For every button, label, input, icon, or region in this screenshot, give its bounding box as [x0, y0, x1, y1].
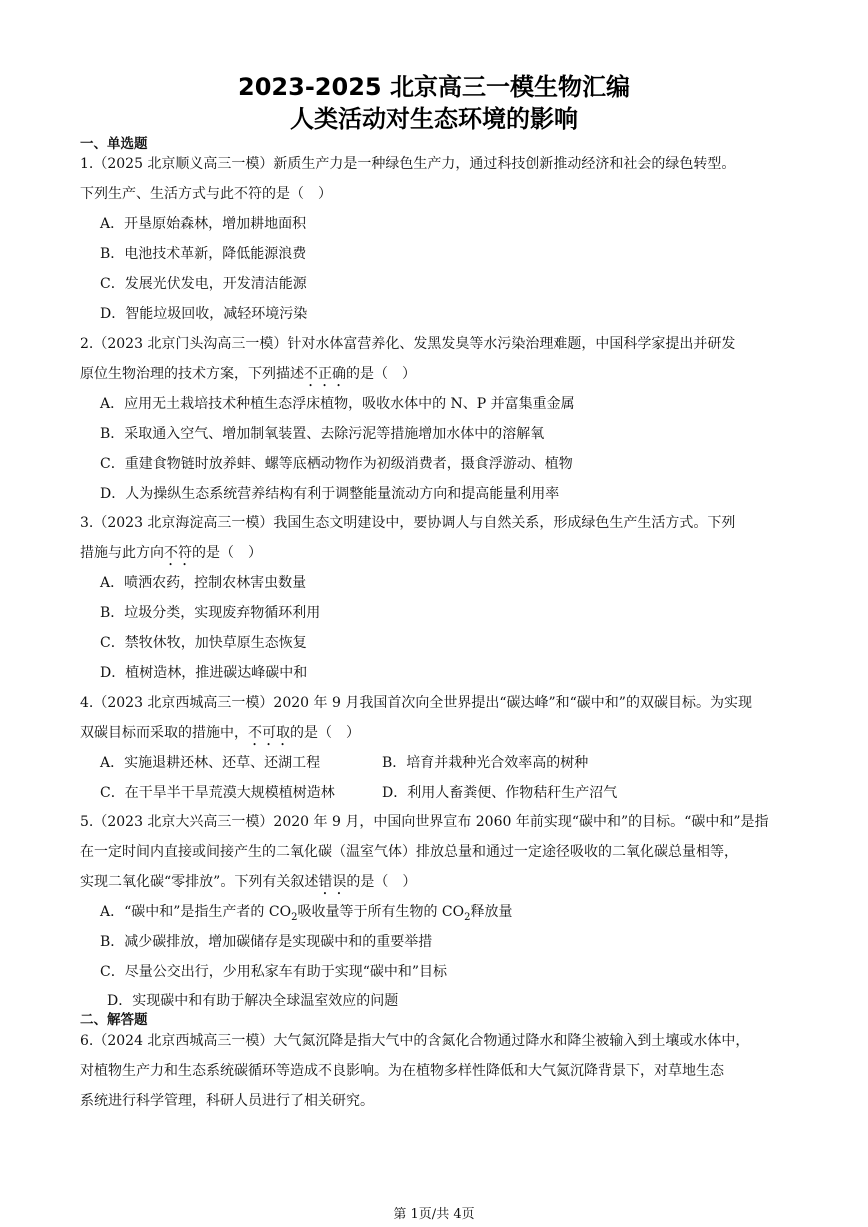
question-5-option-a-part3: 释放量 — [470, 904, 513, 920]
question-6-stem-line3: 系统进行科学管理，科研人员进行了相关研究。 — [80, 1093, 374, 1109]
question-3-stem-post: 的是（ ） — [192, 545, 262, 561]
question-1-option-c: C．发展光伏发电，开发清洁能源 — [100, 276, 307, 292]
question-2-option-d: D．人为操纵生态系统营养结构有利于调整能量流动方向和提高能量利用率 — [100, 486, 560, 502]
question-4-emphasis: 不可取 — [248, 725, 290, 741]
question-3-stem-line2 — [80, 544, 262, 569]
question-4-stem-line2 — [80, 724, 360, 749]
co2-subscript: 2 — [291, 911, 298, 923]
question-2-stem-line1: 2.（2023 北京门头沟高三一模）针对水体富营养化、发黑发臭等水污染治理难题，中国科学家提出并研发 — [80, 336, 736, 352]
co2-subscript: 2 — [464, 911, 471, 923]
question-3-option-c: C．禁牧休牧，加快草原生态恢复 — [100, 635, 307, 651]
question-5-option-a-part1: A．“碳中和”是指生产者的 CO — [100, 904, 292, 920]
question-3-emphasis: 不符 — [164, 545, 192, 561]
question-5-stem-line2: 在一定时间内直接或间接产生的二氧化碳（温室气体）排放总量和通过一定途径吸收的二氧化碳总量相等， — [80, 844, 738, 860]
page-title-line1: 2023-2025 北京高三一模生物汇编 — [238, 73, 630, 101]
question-1-stem-line2: 下列生产、生活方式与此不符的是（ ） — [80, 186, 332, 202]
question-2-stem-pre: 原位生物治理的技术方案，下列描述 — [80, 366, 304, 382]
question-2-stem-post: 的是（ ） — [346, 366, 416, 382]
question-5-stem-line1: 5.（2023 北京大兴高三一模）2020 年 9 月，中国向世界宣布 2060 年前实现“碳中和”的目标。“碳中和”是指 — [80, 814, 769, 830]
question-3-option-b: B．垃圾分类，实现废弃物循环利用 — [100, 605, 321, 621]
question-4-option-a: A．实施退耕还林、还草、还湖工程 — [100, 755, 321, 771]
question-2-option-b: B．采取通入空气、增加制氧装置、去除污泥等措施增加水体中的溶解氧 — [100, 426, 545, 442]
question-5-option-c: C．尽量公交出行，少用私家车有助于实现“碳中和”目标 — [100, 964, 448, 980]
question-4-option-c: C．在干旱半干旱荒漠大规模植树造林 — [100, 785, 335, 801]
question-5-option-a-part2: 吸收量等于所有生物的 CO — [297, 904, 465, 920]
question-5-option-a — [100, 903, 512, 921]
section-heading-answer: 二、解答题 — [80, 1012, 148, 1028]
page-title-line2: 人类活动对生态环境的影响 — [290, 105, 578, 133]
question-6-stem-line1: 6.（2024 北京西城高三一模）大气氮沉降是指大气中的含氮化合物通过降水和降尘被输入到土壤或水体中， — [80, 1033, 750, 1049]
question-4-option-d: D．利用人畜粪便、作物秸秆生产沼气 — [382, 785, 618, 801]
question-1-option-d: D．智能垃圾回收，减轻环境污染 — [100, 306, 308, 322]
question-3-option-d: D．植树造林，推进碳达峰碳中和 — [100, 665, 308, 681]
question-5-emphasis: 错误 — [318, 874, 347, 890]
question-5-option-d: D．实现碳中和有助于解决全球温室效应的问题 — [107, 993, 399, 1009]
section-heading-single-choice: 一、单选题 — [80, 136, 148, 152]
page-number: 第 1页/共 4页 — [393, 1207, 475, 1222]
question-6-stem-line2: 对植物生产力和生态系统碳循环等造成不良影响。为在植物多样性降低和大气氮沉降背景下，对草地生态 — [80, 1063, 724, 1079]
question-1-option-a: A．开垦原始森林，增加耕地面积 — [100, 216, 307, 232]
question-1-option-b: B．电池技术革新，降低能源浪费 — [100, 246, 307, 262]
question-5-option-b: B．减少碳排放，增加碳储存是实现碳中和的重要举措 — [100, 934, 433, 950]
question-3-stem-pre: 措施与此方向 — [80, 545, 164, 561]
question-2-emphasis: 不正确 — [304, 366, 346, 382]
question-5-stem-post: 的是（ ） — [346, 874, 417, 890]
question-1-stem-line1: 1.（2025 北京顺义高三一模）新质生产力是一种绿色生产力，通过科技创新推动经济和社会的绿色转型。 — [80, 156, 736, 172]
question-4-stem-post: 的是（ ） — [290, 725, 360, 741]
question-4-stem-line1: 4.（2023 北京西城高三一模）2020 年 9 月我国首次向全世界提出“碳达峰”和“碳中和”的双碳目标。为实现 — [80, 695, 752, 711]
question-4-stem-pre: 双碳目标而采取的措施中， — [80, 725, 248, 741]
question-3-stem-line1: 3.（2023 北京海淀高三一模）我国生态文明建设中，要协调人与自然关系，形成绿色生产生活方式。下列 — [80, 515, 736, 531]
question-2-option-a: A．应用无土栽培技术种植生态浮床植物，吸收水体中的 N、P 并富集重金属 — [100, 396, 575, 412]
question-5-stem-pre: 实现二氧化碳“零排放”。下列有关叙述 — [80, 874, 319, 890]
question-2-stem-line2 — [80, 365, 416, 390]
question-3-option-a: A．喷洒农药，控制农林害虫数量 — [100, 575, 307, 591]
question-5-stem-line3 — [80, 873, 416, 898]
question-2-option-c: C．重建食物链时放养蚌、螺等底栖动物作为初级消费者，摄食浮游动、植物 — [100, 456, 573, 472]
question-4-option-b: B．培育并栽种光合效率高的树种 — [382, 755, 589, 771]
